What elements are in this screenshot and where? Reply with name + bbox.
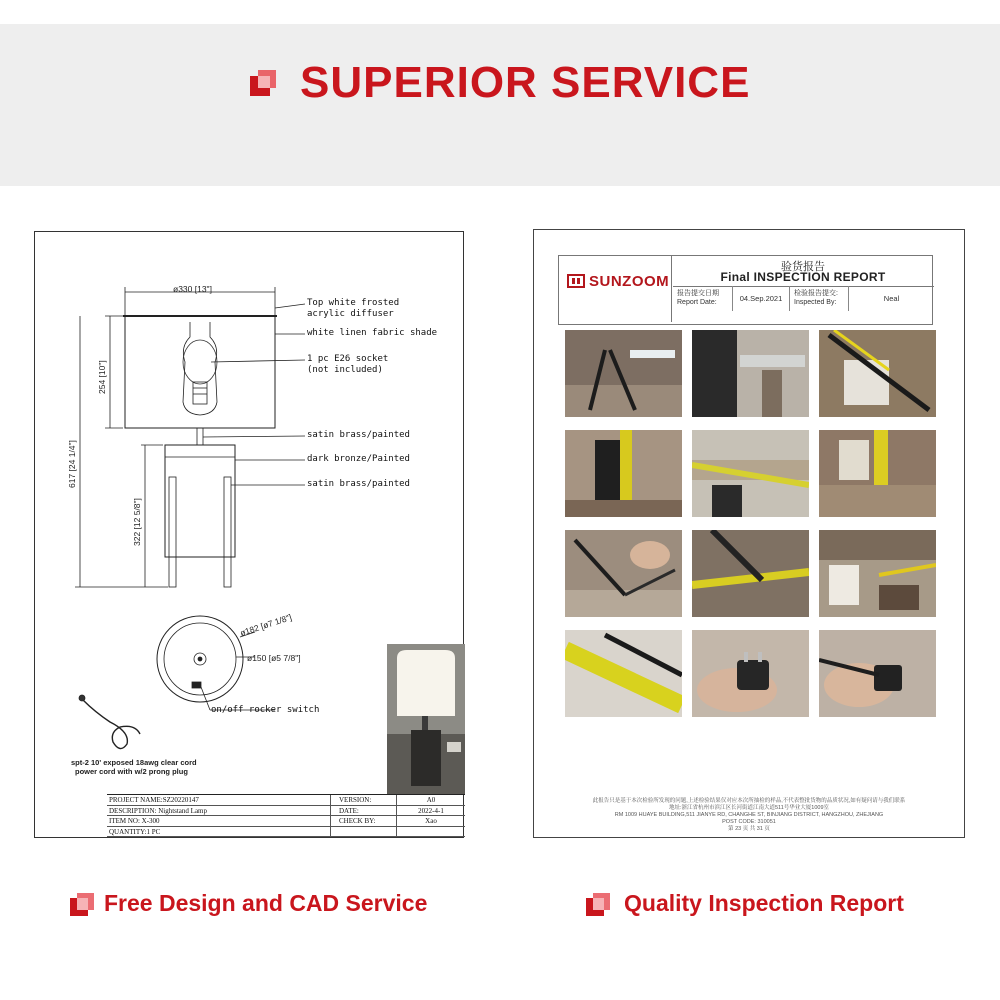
- inspection-photo: [692, 530, 809, 617]
- note-switch: on/off rocker switch: [211, 705, 320, 715]
- inspection-photo: [692, 430, 809, 517]
- note-base: dark bronze/Painted: [307, 454, 410, 464]
- caption-cad-service: Free Design and CAD Service: [104, 890, 428, 916]
- inspection-photo: [565, 330, 682, 417]
- report-title: Final INSPECTION REPORT: [720, 270, 886, 284]
- dim-outer-diameter: ø182 [ø7 1/8"]: [238, 611, 293, 639]
- report-brand: SUNZOOM: [589, 273, 670, 290]
- note-stem: satin brass/painted: [307, 430, 410, 440]
- title-block: [107, 794, 465, 837]
- title-block-row: DESCRIPTION: Nightstand Lamp DATE: 2022-4-1: [107, 806, 465, 817]
- inspection-photo: [819, 430, 936, 517]
- header-top-strip: [0, 0, 1000, 24]
- dim-width: ø330 [13"]: [173, 284, 212, 294]
- sunzoom-logo-icon: [567, 274, 585, 288]
- inspection-photo-grid: [565, 330, 936, 720]
- page-title: SUPERIOR SERVICE: [300, 58, 751, 107]
- report-footer: 此报告只是基于本次检验所发现的问题,上述检验结果仅对应本次所抽检的样品,不代表整批货物的品质状况,如有疑问请与我们联系 地址:浙江省杭州市滨江区长河街道江南大道511号华业大厦1009室 RM 1009 HUAYE BUILDING,511 JIANYE RD, CHANGHE ST, BINJIANG DISTRICT, HANGZHOU, ZHEJIANG POST CODE: 310051 第 23 页 共 31 页: [592, 798, 906, 832]
- inspection-photo: [565, 430, 682, 517]
- brand-square-icon: [70, 893, 96, 917]
- inspection-photo: [819, 630, 936, 717]
- dim-total-height: 617 [24 1/4"]: [67, 440, 77, 488]
- report-date-label: 报告提交日期 Report Date:: [673, 286, 733, 311]
- dim-base-height: 322 [12 5/8"]: [132, 498, 142, 546]
- inspection-photo: [692, 330, 809, 417]
- inspected-by: Neal: [883, 294, 900, 303]
- brand-square-icon: [586, 893, 612, 917]
- inspection-photo: [565, 630, 682, 717]
- inspection-report-sheet: [533, 229, 965, 838]
- title-block-row: PROJECT NAME:SZ20220147 VERSION: A0: [107, 795, 465, 806]
- cord-note-2: power cord with w/2 prong plug: [75, 767, 188, 776]
- note-shade: white linen fabric shade: [307, 328, 438, 338]
- report-header: [558, 255, 933, 325]
- caption-inspection-report: Quality Inspection Report: [624, 890, 904, 916]
- inspection-photo: [819, 530, 936, 617]
- inspection-photo: [692, 630, 809, 717]
- note-diffuser: Top white frosted: [307, 298, 400, 308]
- report-logo: [559, 256, 672, 322]
- title-block-row: ITEM NO: X-300 CHECK BY: Xao: [107, 816, 465, 827]
- dim-inner-diameter: ø150 [ø5 7/8"]: [247, 653, 301, 663]
- cad-drawing-sheet: [34, 231, 464, 838]
- lamp-product-photo: [387, 644, 465, 794]
- title-block-row: QUANTITY:1 PC: [107, 827, 465, 838]
- dim-shade-height: 254 [10"]: [97, 360, 107, 394]
- inspection-photo: [819, 330, 936, 417]
- note-diffuser-2: acrylic diffuser: [307, 309, 394, 319]
- inspected-by-label: 检验报告提交: Inspected By:: [790, 286, 849, 311]
- cord-note-1: spt-2 10' exposed 18awg clear cord: [71, 758, 197, 767]
- report-title-cn: 验货报告: [781, 261, 825, 273]
- header-band: [0, 0, 1000, 186]
- brand-square-icon: [250, 70, 276, 96]
- inspection-photo: [565, 530, 682, 617]
- report-date: 04.Sep.2021: [733, 286, 790, 311]
- note-socket-2: (not included): [307, 365, 383, 375]
- note-socket: 1 pc E26 socket: [307, 354, 389, 364]
- note-legs: satin brass/painted: [307, 479, 410, 489]
